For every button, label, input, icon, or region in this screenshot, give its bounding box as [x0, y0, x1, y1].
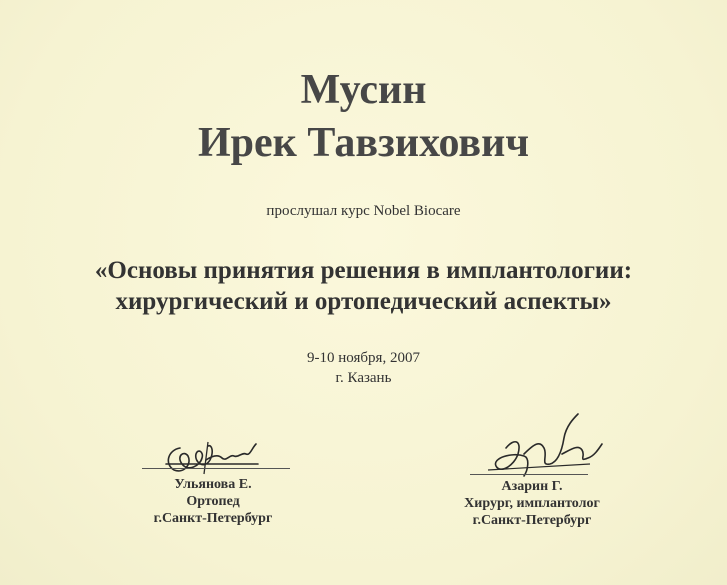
signatory-right-name: Азарин Г.: [501, 479, 563, 494]
signature-right-caption: [437, 478, 627, 529]
signatory-left-city: г.Санкт-Петербург: [153, 511, 273, 526]
signatory-right-city: г.Санкт-Петербург: [472, 513, 592, 528]
signature-left-line: [142, 468, 290, 469]
course-title-line-2: хирургический и ортопедический аспекты»: [115, 288, 612, 315]
signatory-left-name: Ульянова Е.: [174, 477, 252, 492]
course-date: 9-10 ноября, 2007: [307, 350, 420, 366]
recipient-surname: Мусин: [300, 67, 427, 113]
signature-left-icon: [148, 430, 288, 480]
cropped-heading: [0, 0, 727, 6]
course-city: г. Казань: [335, 370, 392, 386]
signature-left-caption: [118, 476, 308, 527]
recipient-given-name: Ирек Тавзихович: [197, 120, 530, 166]
course-intro: прослушал курс Nobel Biocare: [266, 203, 461, 219]
signatory-right-role: Хирург, имплантолог: [464, 496, 600, 511]
signatory-left-role: Ортопед: [186, 494, 240, 509]
signature-right-line: [470, 474, 588, 475]
course-title: [0, 255, 727, 317]
course-title-line-1: «Основы принятия решения в имплантологии:: [94, 257, 633, 284]
